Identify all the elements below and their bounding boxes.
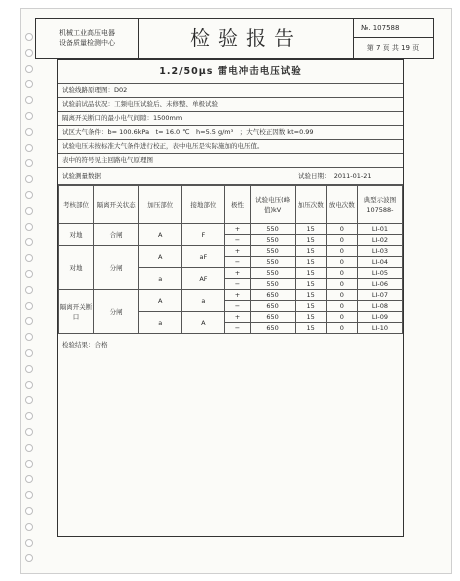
binding-hole bbox=[25, 254, 33, 262]
table-cell: 550 bbox=[250, 246, 295, 257]
column-header: 隔离开关状态 bbox=[94, 186, 139, 224]
table-cell: 0 bbox=[326, 290, 357, 301]
measurement-table bbox=[58, 185, 403, 334]
page-indicator: 第 7 页 共 19 页 bbox=[366, 44, 420, 52]
table-cell: LI-09 bbox=[357, 312, 402, 323]
table-cell: 650 bbox=[250, 301, 295, 312]
column-header: 接地部位 bbox=[182, 186, 225, 224]
table-cell: 15 bbox=[295, 290, 326, 301]
column-header: 加压部位 bbox=[139, 186, 182, 224]
table-cell: 0 bbox=[326, 246, 357, 257]
table-cell: 650 bbox=[250, 312, 295, 323]
table-cell: 550 bbox=[250, 235, 295, 246]
binding-hole bbox=[25, 302, 33, 310]
binding-hole bbox=[25, 223, 33, 231]
table-cell: 0 bbox=[326, 235, 357, 246]
binding-hole bbox=[25, 349, 33, 357]
data-header-row bbox=[58, 168, 403, 185]
table-cell: A bbox=[139, 246, 182, 268]
table-cell: a bbox=[139, 268, 182, 290]
info-row: 试区大气条件：b= 100.6kPa t= 16.0 ℃ h=5.5 g/m³ ；大气校正因数 kt=0.99 bbox=[58, 126, 403, 140]
result-area bbox=[58, 334, 403, 536]
table-cell: AF bbox=[182, 268, 225, 290]
info-row: 试验电压未按标准大气条件进行校正，表中电压是实际施加的电压值。 bbox=[58, 140, 403, 154]
table-cell: F bbox=[182, 224, 225, 246]
binding-hole bbox=[25, 270, 33, 278]
table-cell: 0 bbox=[326, 268, 357, 279]
column-header: 放电次数 bbox=[326, 186, 357, 224]
table-cell: 550 bbox=[250, 257, 295, 268]
org-line-2: 设备质量检测中心 bbox=[59, 39, 115, 47]
binding-hole bbox=[25, 428, 33, 436]
info-row: 试验前试品状况：工频电压试验后、未修整、单极试验 bbox=[58, 98, 403, 112]
table-cell: − bbox=[225, 323, 250, 334]
binding-hole bbox=[25, 65, 33, 73]
table-header-row bbox=[59, 186, 403, 224]
table-cell: + bbox=[225, 290, 250, 301]
table-cell: + bbox=[225, 224, 250, 235]
binding-hole bbox=[25, 96, 33, 104]
report-number: №. 107588 bbox=[353, 19, 433, 38]
binding-hole bbox=[25, 412, 33, 420]
table-cell: 15 bbox=[295, 268, 326, 279]
table-cell: aF bbox=[182, 246, 225, 268]
binding-hole bbox=[25, 317, 33, 325]
binding-hole bbox=[25, 175, 33, 183]
info-row: 隔离开关断口的最小电气间隙：1500mm bbox=[58, 112, 403, 126]
binding-hole bbox=[25, 523, 33, 531]
table-cell: LI-10 bbox=[357, 323, 402, 334]
table-cell: + bbox=[225, 246, 250, 257]
table-cell: + bbox=[225, 268, 250, 279]
table-cell: 0 bbox=[326, 279, 357, 290]
info-row: 表中的符号见主回路电气原理图 bbox=[58, 154, 403, 168]
table-row bbox=[59, 224, 403, 235]
report-title: 检验报告 bbox=[139, 19, 354, 58]
table-cell: 15 bbox=[295, 323, 326, 334]
binding-hole bbox=[25, 128, 33, 136]
binding-hole bbox=[25, 144, 33, 152]
table-cell: − bbox=[225, 279, 250, 290]
binding-hole bbox=[25, 80, 33, 88]
table-cell: 550 bbox=[250, 279, 295, 290]
binding-hole bbox=[25, 444, 33, 452]
binding-hole bbox=[25, 491, 33, 499]
table-cell: 15 bbox=[295, 279, 326, 290]
table-cell: 650 bbox=[250, 290, 295, 301]
test-result: 检验结果：合格 bbox=[62, 341, 108, 349]
table-cell: 15 bbox=[295, 257, 326, 268]
table-cell: LI-05 bbox=[357, 268, 402, 279]
table-cell: LI-08 bbox=[357, 301, 402, 312]
table-cell: 0 bbox=[326, 257, 357, 268]
test-date: 试验日期： 2011-01-21 bbox=[298, 172, 372, 180]
table-cell: LI-03 bbox=[357, 246, 402, 257]
binding-hole bbox=[25, 33, 33, 41]
table-cell: LI-01 bbox=[357, 224, 402, 235]
binding-hole bbox=[25, 238, 33, 246]
binding-hole bbox=[25, 507, 33, 515]
table-cell: A bbox=[139, 290, 182, 312]
test-title: 1.2/50μs 雷电冲击电压试验 bbox=[58, 60, 403, 84]
column-header: 典型示波图107588- bbox=[357, 186, 402, 224]
binding-hole bbox=[25, 554, 33, 562]
table-cell: − bbox=[225, 257, 250, 268]
column-header: 极性 bbox=[225, 186, 250, 224]
column-header: 考核部位 bbox=[59, 186, 94, 224]
org-line-1: 机械工业高压电器 bbox=[59, 29, 115, 37]
table-cell: 15 bbox=[295, 235, 326, 246]
table-cell: 550 bbox=[250, 224, 295, 235]
column-header: 试验电压(峰值)kV bbox=[250, 186, 295, 224]
table-cell: 550 bbox=[250, 268, 295, 279]
table-cell: − bbox=[225, 235, 250, 246]
binding-hole bbox=[25, 396, 33, 404]
binding-hole bbox=[25, 191, 33, 199]
table-cell: LI-06 bbox=[357, 279, 402, 290]
table-cell: 合闸 bbox=[94, 224, 139, 246]
table-cell: 对地 bbox=[59, 224, 94, 246]
table-cell: 分闸 bbox=[94, 246, 139, 290]
column-header: 加压次数 bbox=[295, 186, 326, 224]
info-row: 试验线路原理图：D02 bbox=[58, 84, 403, 98]
table-cell: 分闸 bbox=[94, 290, 139, 334]
binding-hole bbox=[25, 475, 33, 483]
binding-hole bbox=[25, 207, 33, 215]
table-cell: 0 bbox=[326, 312, 357, 323]
table-cell: 0 bbox=[326, 323, 357, 334]
table-cell: 650 bbox=[250, 323, 295, 334]
binding-hole bbox=[25, 49, 33, 57]
binding-hole bbox=[25, 333, 33, 341]
table-cell: − bbox=[225, 301, 250, 312]
info-rows bbox=[58, 84, 403, 168]
table-cell: 对地 bbox=[59, 246, 94, 290]
table-row bbox=[59, 246, 403, 257]
binding-hole bbox=[25, 159, 33, 167]
binding-hole bbox=[25, 112, 33, 120]
table-cell: LI-07 bbox=[357, 290, 402, 301]
binding-hole bbox=[25, 365, 33, 373]
binding-holes bbox=[23, 33, 35, 563]
table-cell: A bbox=[182, 312, 225, 334]
table-row bbox=[59, 290, 403, 301]
table-cell: 隔离开关断口 bbox=[59, 290, 94, 334]
data-label: 试验测量数据 bbox=[62, 172, 101, 180]
test-content-box bbox=[57, 59, 404, 537]
table-cell: 15 bbox=[295, 224, 326, 235]
table-cell: 0 bbox=[326, 224, 357, 235]
table-cell: 0 bbox=[326, 301, 357, 312]
binding-hole bbox=[25, 381, 33, 389]
table-cell: 15 bbox=[295, 246, 326, 257]
table-cell: 15 bbox=[295, 301, 326, 312]
table-body bbox=[59, 224, 403, 334]
binding-hole bbox=[25, 539, 33, 547]
report-header bbox=[35, 18, 434, 59]
table-cell: A bbox=[139, 224, 182, 246]
table-cell: LI-02 bbox=[357, 235, 402, 246]
organization-name bbox=[36, 19, 139, 58]
table-cell: LI-04 bbox=[357, 257, 402, 268]
table-cell: a bbox=[139, 312, 182, 334]
table-cell: 15 bbox=[295, 312, 326, 323]
table-cell: a bbox=[182, 290, 225, 312]
table-cell: + bbox=[225, 312, 250, 323]
binding-hole bbox=[25, 286, 33, 294]
binding-hole bbox=[25, 460, 33, 468]
